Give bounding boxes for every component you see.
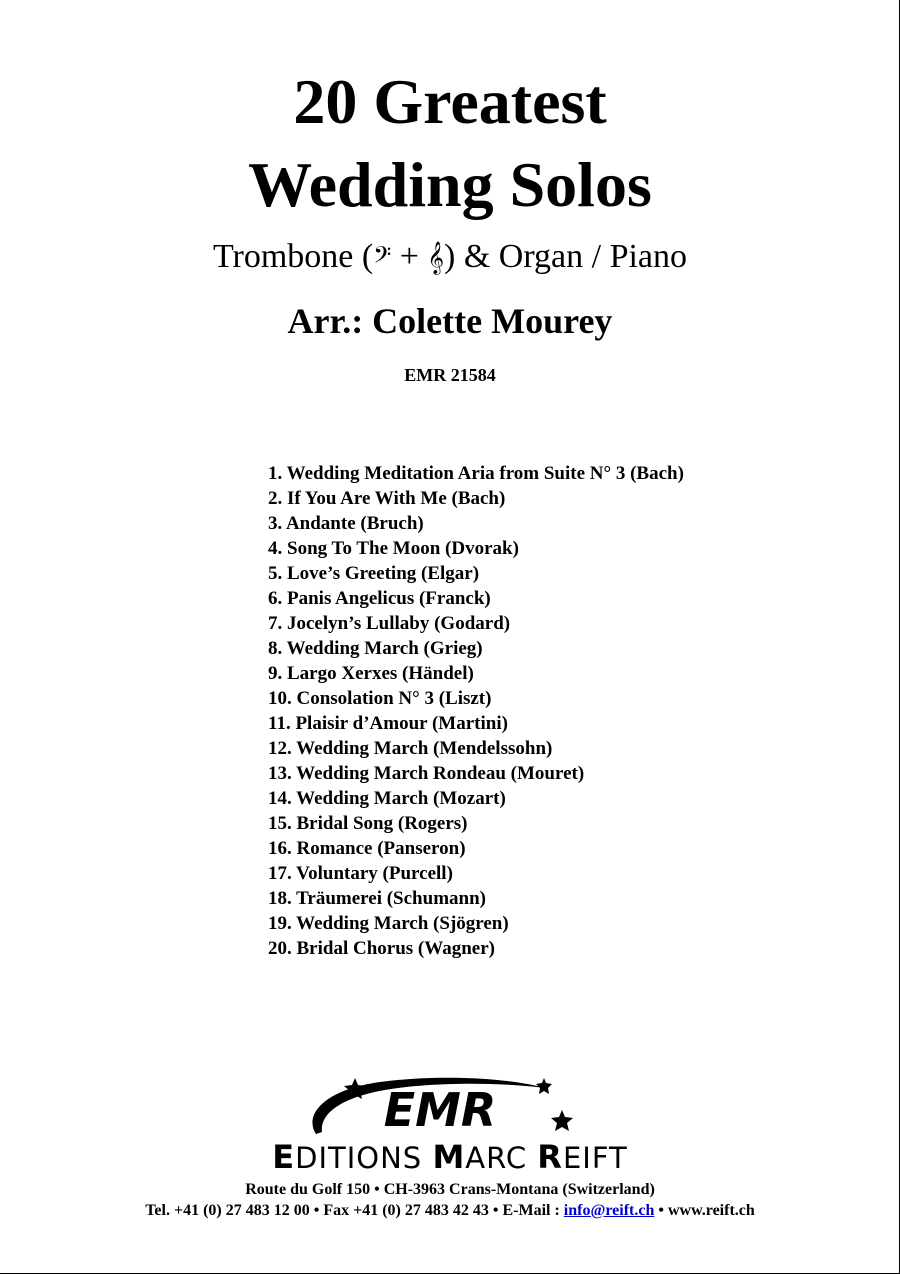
subtitle-plus: + [391,238,428,275]
emr-logo [300,1072,590,1142]
arranger: Arr.: Colette Mourey [287,301,613,341]
track-item: 14. Wedding March (Mozart) [268,788,506,809]
bass-clef-icon: 𝄢 [373,241,392,274]
title-line-2: Wedding Solos [248,149,652,220]
subtitle-rest: ) & Organ / Piano [444,238,688,275]
track-item: 19. Wedding March (Sjögren) [268,913,509,934]
treble-clef-icon: 𝄞 [427,241,444,274]
contact-website: • www.reift.ch [654,1202,755,1219]
publisher-name [0,1140,900,1175]
track-item: 6. Panis Angelicus (Franck) [268,588,491,609]
publisher-name-part: M [432,1138,466,1176]
instrumentation-subtitle [0,235,900,280]
track-item: 3. Andante (Bruch) [268,513,424,534]
publisher-name-part: ARC [465,1141,538,1175]
publisher-name-part: E [272,1138,296,1176]
title-line-1: 20 Greatest [293,66,607,137]
track-item: 1. Wedding Meditation Aria from Suite N° 3 (Bach) [268,463,684,484]
publisher-name-part: R [537,1138,563,1176]
catalog-number: EMR 21584 [404,365,496,385]
publisher-contact [0,1201,900,1221]
track-item: 7. Jocelyn’s Lullaby (Godard) [268,613,511,634]
track-item: 13. Wedding March Rondeau (Mouret) [268,763,585,784]
track-item: 18. Träumerei (Schumann) [268,888,486,909]
logo-text: EMR [383,1083,497,1137]
publisher-name-part: DITIONS [295,1141,433,1175]
track-item: 12. Wedding March (Mendelssohn) [268,738,553,759]
star-icon [551,1110,573,1131]
star-icon [536,1078,552,1094]
track-item: 4. Song To The Moon (Dvorak) [268,538,519,559]
track-list [268,461,684,961]
publisher-name-part: EIFT [562,1141,628,1175]
track-item: 5. Love’s Greeting (Elgar) [268,563,480,584]
publisher-address: Route du Golf 150 • CH-3963 Crans-Montana (Switzerland) [245,1181,655,1198]
track-item: 8. Wedding March (Grieg) [268,638,483,659]
track-item: 9. Largo Xerxes (Händel) [268,663,474,684]
track-item: 16. Romance (Panseron) [268,838,466,859]
subtitle-instrument: Trombone ( [212,238,374,275]
track-item: 20. Bridal Chorus (Wagner) [268,938,495,959]
track-item: 11. Plaisir d’Amour (Martini) [268,713,508,734]
contact-phone-fax: Tel. +41 (0) 27 483 12 00 • Fax +41 (0) 27 483 42 43 • E-Mail : [145,1202,564,1219]
email-link[interactable]: info@reift.ch [563,1202,655,1219]
track-item: 2. If You Are With Me (Bach) [268,488,506,509]
track-item: 17. Voluntary (Purcell) [268,863,453,884]
track-item: 10. Consolation N° 3 (Liszt) [268,688,492,709]
track-item: 15. Bridal Song (Rogers) [268,813,468,834]
